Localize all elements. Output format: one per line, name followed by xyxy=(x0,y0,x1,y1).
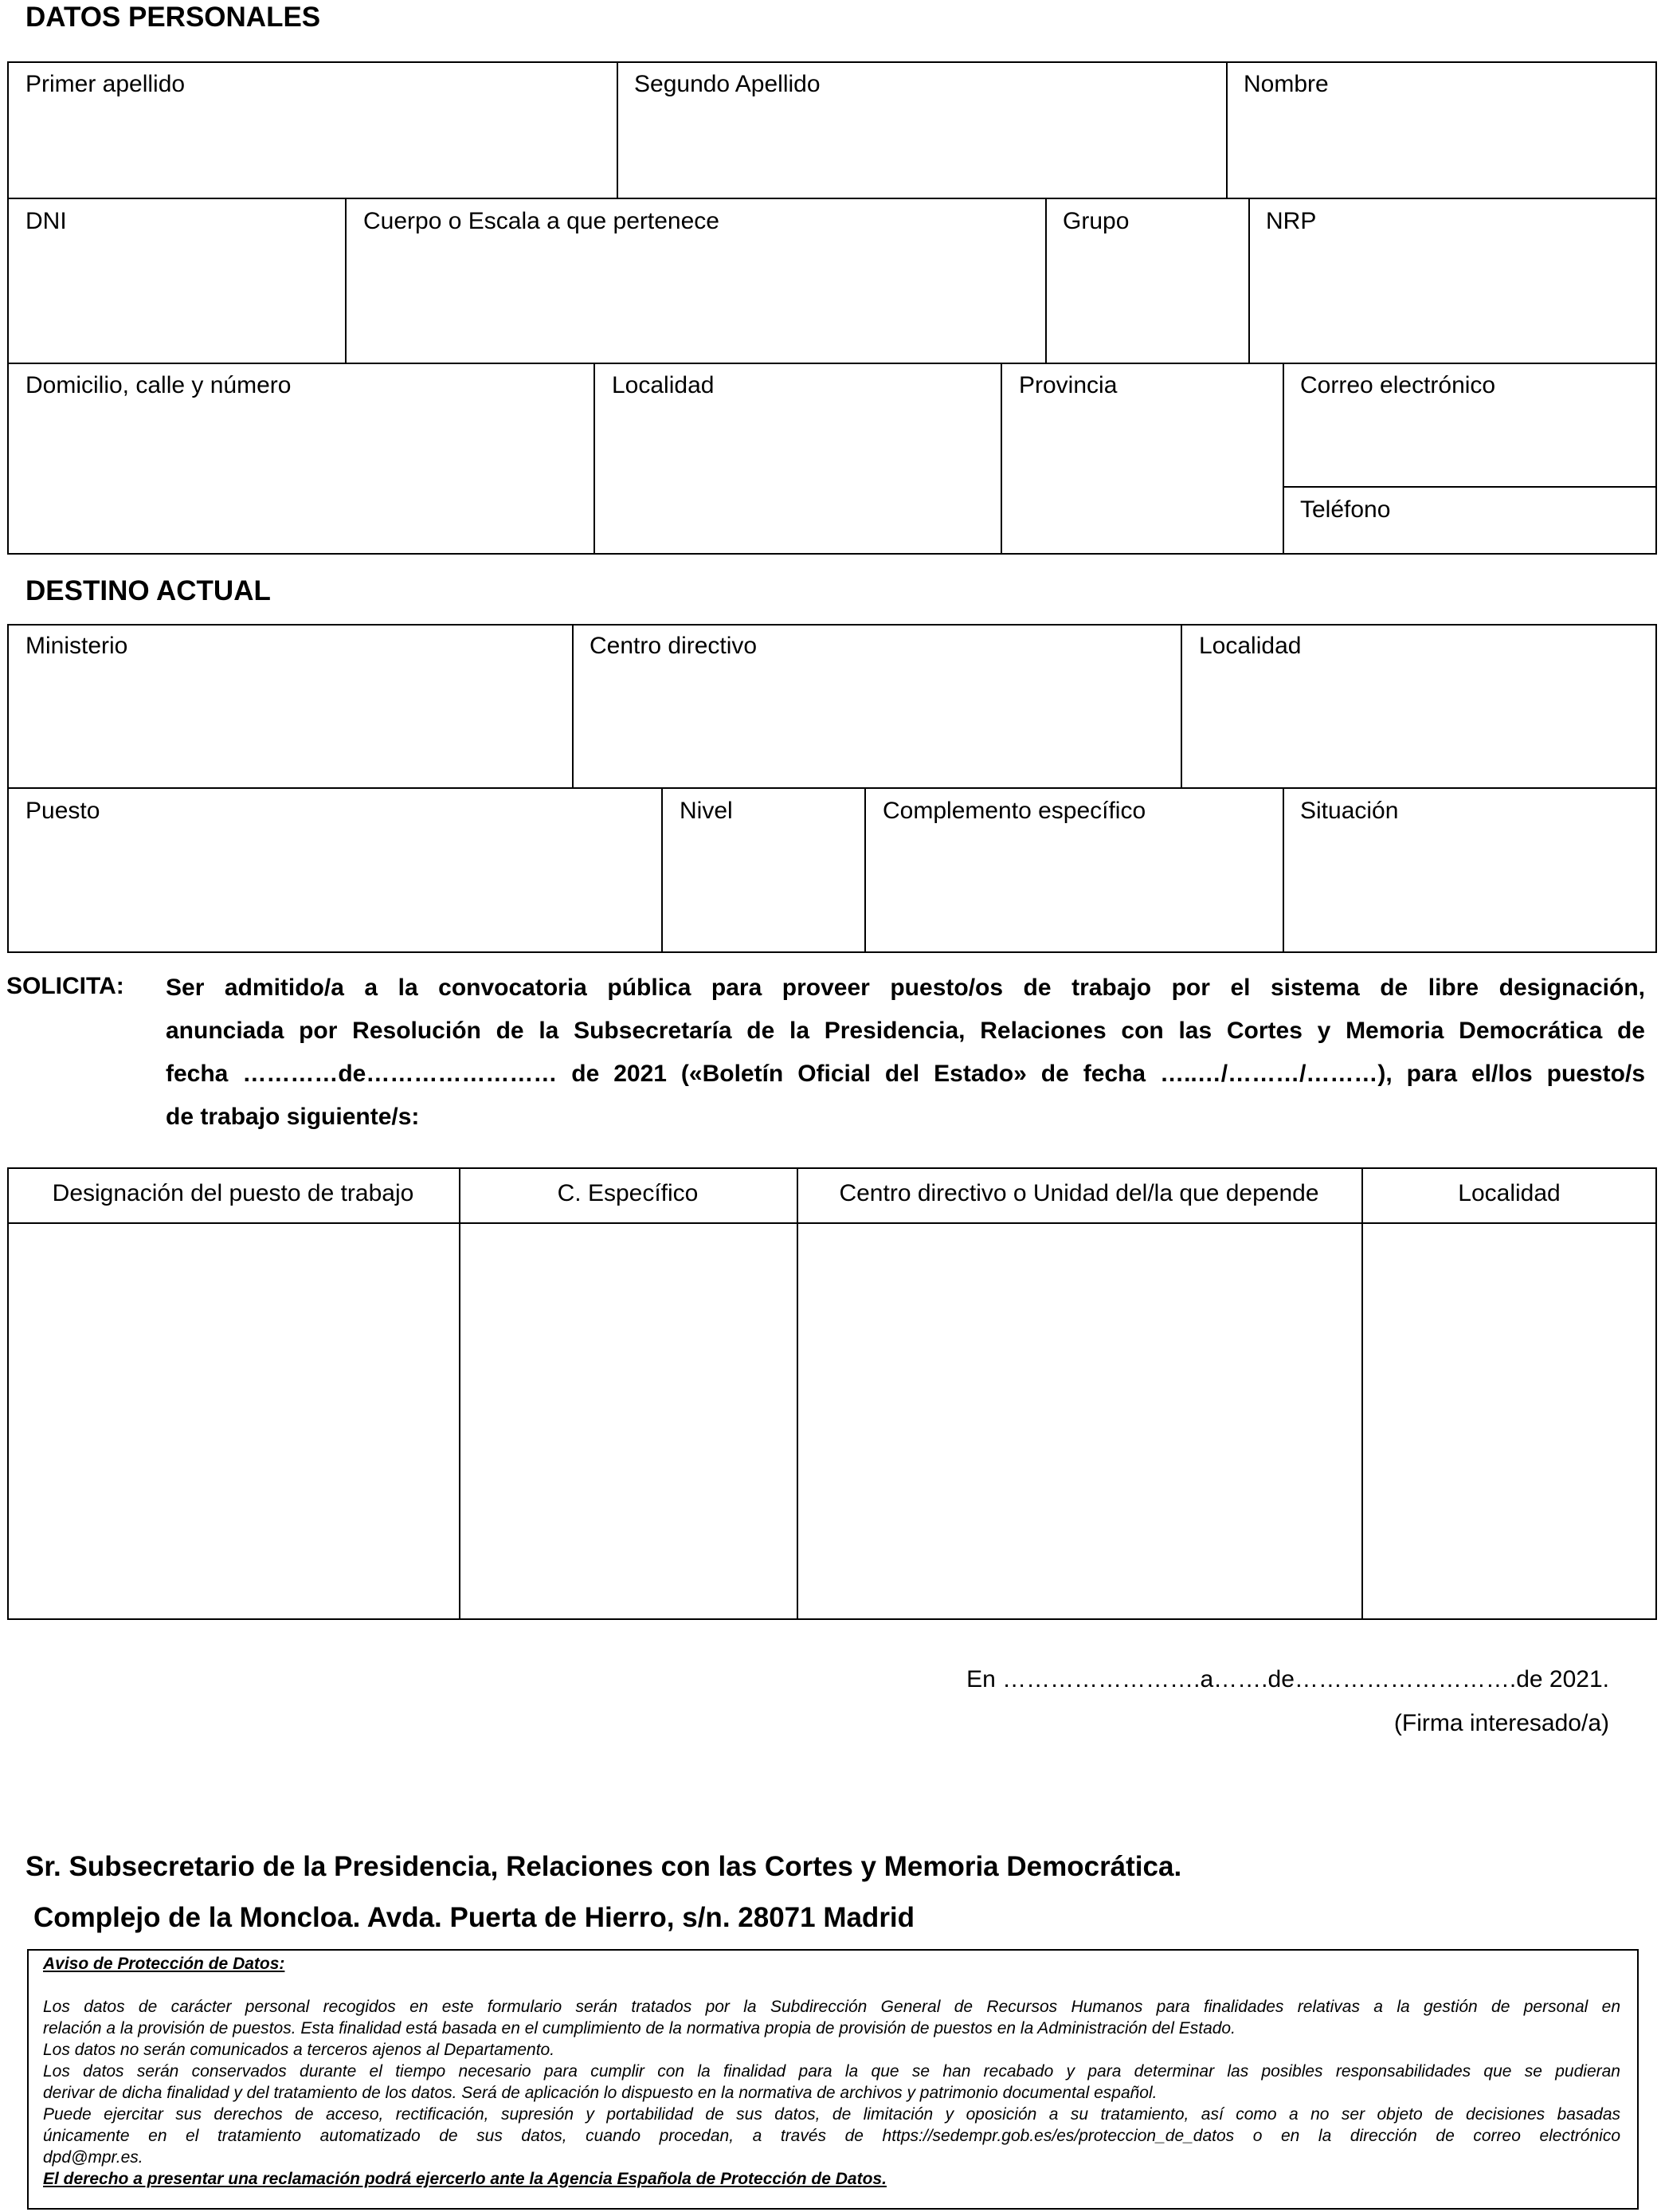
aviso-line: Los datos serán conservados durante el tiempo necesario para cumplir con la finalidad para la que se han recabado y para determinar las posibles responsabilidades que se pudieran xyxy=(43,2062,1620,2081)
aviso-line: Los datos de carácter personal recogidos en este formulario serán tratados por la Subdirección General de Recursos Humanos para finalidades relativas a la gestión de personal en xyxy=(43,1998,1620,2016)
field-localidad[interactable]: Localidad xyxy=(612,372,715,398)
col-divider xyxy=(345,198,347,363)
aviso-line: relación a la provisión de puestos. Esta finalidad está basada en el cumplimiento de la normativa propia de provisión de puestos en la Administración del Estado. xyxy=(43,2019,1236,2037)
col-divider xyxy=(1283,363,1284,555)
solicita-label: SOLICITA: xyxy=(6,973,124,999)
field-complemento-especifico[interactable]: Complemento específico xyxy=(883,798,1146,824)
aviso-line: derivar de dicha finalidad y del tratamiento de los datos. Será de aplicación lo dispuesto en la normativa de archivos y patrimonio documental español. xyxy=(43,2084,1158,2102)
field-centro-directivo[interactable]: Centro directivo xyxy=(590,633,758,659)
aviso-line: únicamente en el tratamiento automatizado de sus datos, cuando procedan, a través de https://sedempr.gob.es/es/proteccion_de_datos o en la dirección de correo electrónico xyxy=(43,2127,1620,2145)
section-title-destino-actual: DESTINO ACTUAL xyxy=(25,575,271,606)
col-divider xyxy=(864,788,866,953)
col-divider xyxy=(1001,363,1002,555)
destinatario-line-2: Complejo de la Moncloa. Avda. Puerta de Hierro, s/n. 28071 Madrid xyxy=(33,1902,915,1933)
solicita-text xyxy=(166,967,1645,1139)
row-divider xyxy=(1283,486,1657,488)
input-c-especifico[interactable] xyxy=(460,1224,797,1618)
field-grupo[interactable]: Grupo xyxy=(1063,208,1130,234)
aviso-line: Los datos no serán comunicados a terceros ajenos al Departamento. xyxy=(43,2041,555,2059)
field-segundo-apellido[interactable]: Segundo Apellido xyxy=(634,71,821,97)
col-divider xyxy=(617,61,618,198)
aviso-line: Puede ejercitar sus derechos de acceso, rectificación, supresión y portabilidad de sus datos, de limitación y oposición a su tratamiento, así como a no ser objeto de decisiones basadas xyxy=(43,2105,1620,2124)
field-localidad-destino[interactable]: Localidad xyxy=(1199,633,1302,659)
input-localidad[interactable] xyxy=(1363,1224,1655,1618)
col-divider xyxy=(1181,624,1182,788)
field-provincia[interactable]: Provincia xyxy=(1019,372,1118,398)
aviso-reclamacion: El derecho a presentar una reclamación podrá ejercerlo ante la Agencia Española de Protección de Datos. xyxy=(43,2170,887,2188)
destinatario-line-1: Sr. Subsecretario de la Presidencia, Relaciones con las Cortes y Memoria Democrática. xyxy=(25,1851,1182,1882)
solicita-line: Ser admitido/a a la convocatoria pública para proveer puesto/os de trabajo por el sistema de libre designación, xyxy=(166,975,1645,1001)
field-domicilio[interactable]: Domicilio, calle y número xyxy=(25,372,292,398)
field-dni[interactable]: DNI xyxy=(25,208,67,234)
solicita-line: de trabajo siguiente/s: xyxy=(166,1104,420,1130)
col-divider xyxy=(661,788,663,953)
solicita-line: anunciada por Resolución de la Subsecretaría de la Presidencia, Relaciones con las Cortes y Memoria Democrática de xyxy=(166,1018,1645,1044)
datos-personales-table xyxy=(7,61,1657,555)
input-designacion[interactable] xyxy=(9,1224,459,1618)
field-puesto[interactable]: Puesto xyxy=(25,798,100,824)
field-nivel[interactable]: Nivel xyxy=(680,798,733,824)
field-nombre[interactable]: Nombre xyxy=(1244,71,1329,97)
field-nrp[interactable]: NRP xyxy=(1266,208,1317,234)
aviso-text xyxy=(43,1953,1620,2190)
input-centro-directivo[interactable] xyxy=(798,1224,1361,1618)
field-telefono[interactable]: Teléfono xyxy=(1300,496,1391,523)
section-title-datos-personales: DATOS PERSONALES xyxy=(25,2,321,33)
lugar-fecha: En …………………….a…….de……………………….de 2021. xyxy=(966,1666,1609,1692)
header-c-especifico: C. Específico xyxy=(557,1180,699,1206)
col-divider xyxy=(572,624,574,788)
field-cuerpo-escala[interactable]: Cuerpo o Escala a que pertenece xyxy=(363,208,719,234)
aviso-line: dpd@mpr.es. xyxy=(43,2148,143,2167)
col-divider xyxy=(1226,61,1228,198)
solicita-line: fecha …………de…………………… de 2021 («Boletín Oficial del Estado» de fecha …..…/………/………), para el/los puesto/s xyxy=(166,1061,1645,1087)
col-divider xyxy=(1283,788,1284,953)
row-divider xyxy=(7,363,1657,364)
col-divider xyxy=(1045,198,1047,363)
col-divider xyxy=(593,363,595,555)
row-divider xyxy=(7,787,1657,789)
field-ministerio[interactable]: Ministerio xyxy=(25,633,128,659)
col-divider xyxy=(1248,198,1250,363)
header-designacion: Designación del puesto de trabajo xyxy=(52,1180,414,1206)
firma-interesado: (Firma interesado/a) xyxy=(1393,1710,1609,1736)
field-correo-electronico[interactable]: Correo electrónico xyxy=(1300,372,1496,398)
aviso-title: Aviso de Protección de Datos: xyxy=(43,1955,285,1973)
row-divider xyxy=(7,198,1657,199)
aviso-spacer xyxy=(43,1975,1620,1996)
header-localidad: Localidad xyxy=(1458,1180,1561,1206)
field-primer-apellido[interactable]: Primer apellido xyxy=(25,71,186,97)
header-centro-directivo: Centro directivo o Unidad del/la que depende xyxy=(839,1180,1319,1206)
field-situacion[interactable]: Situación xyxy=(1300,798,1399,824)
